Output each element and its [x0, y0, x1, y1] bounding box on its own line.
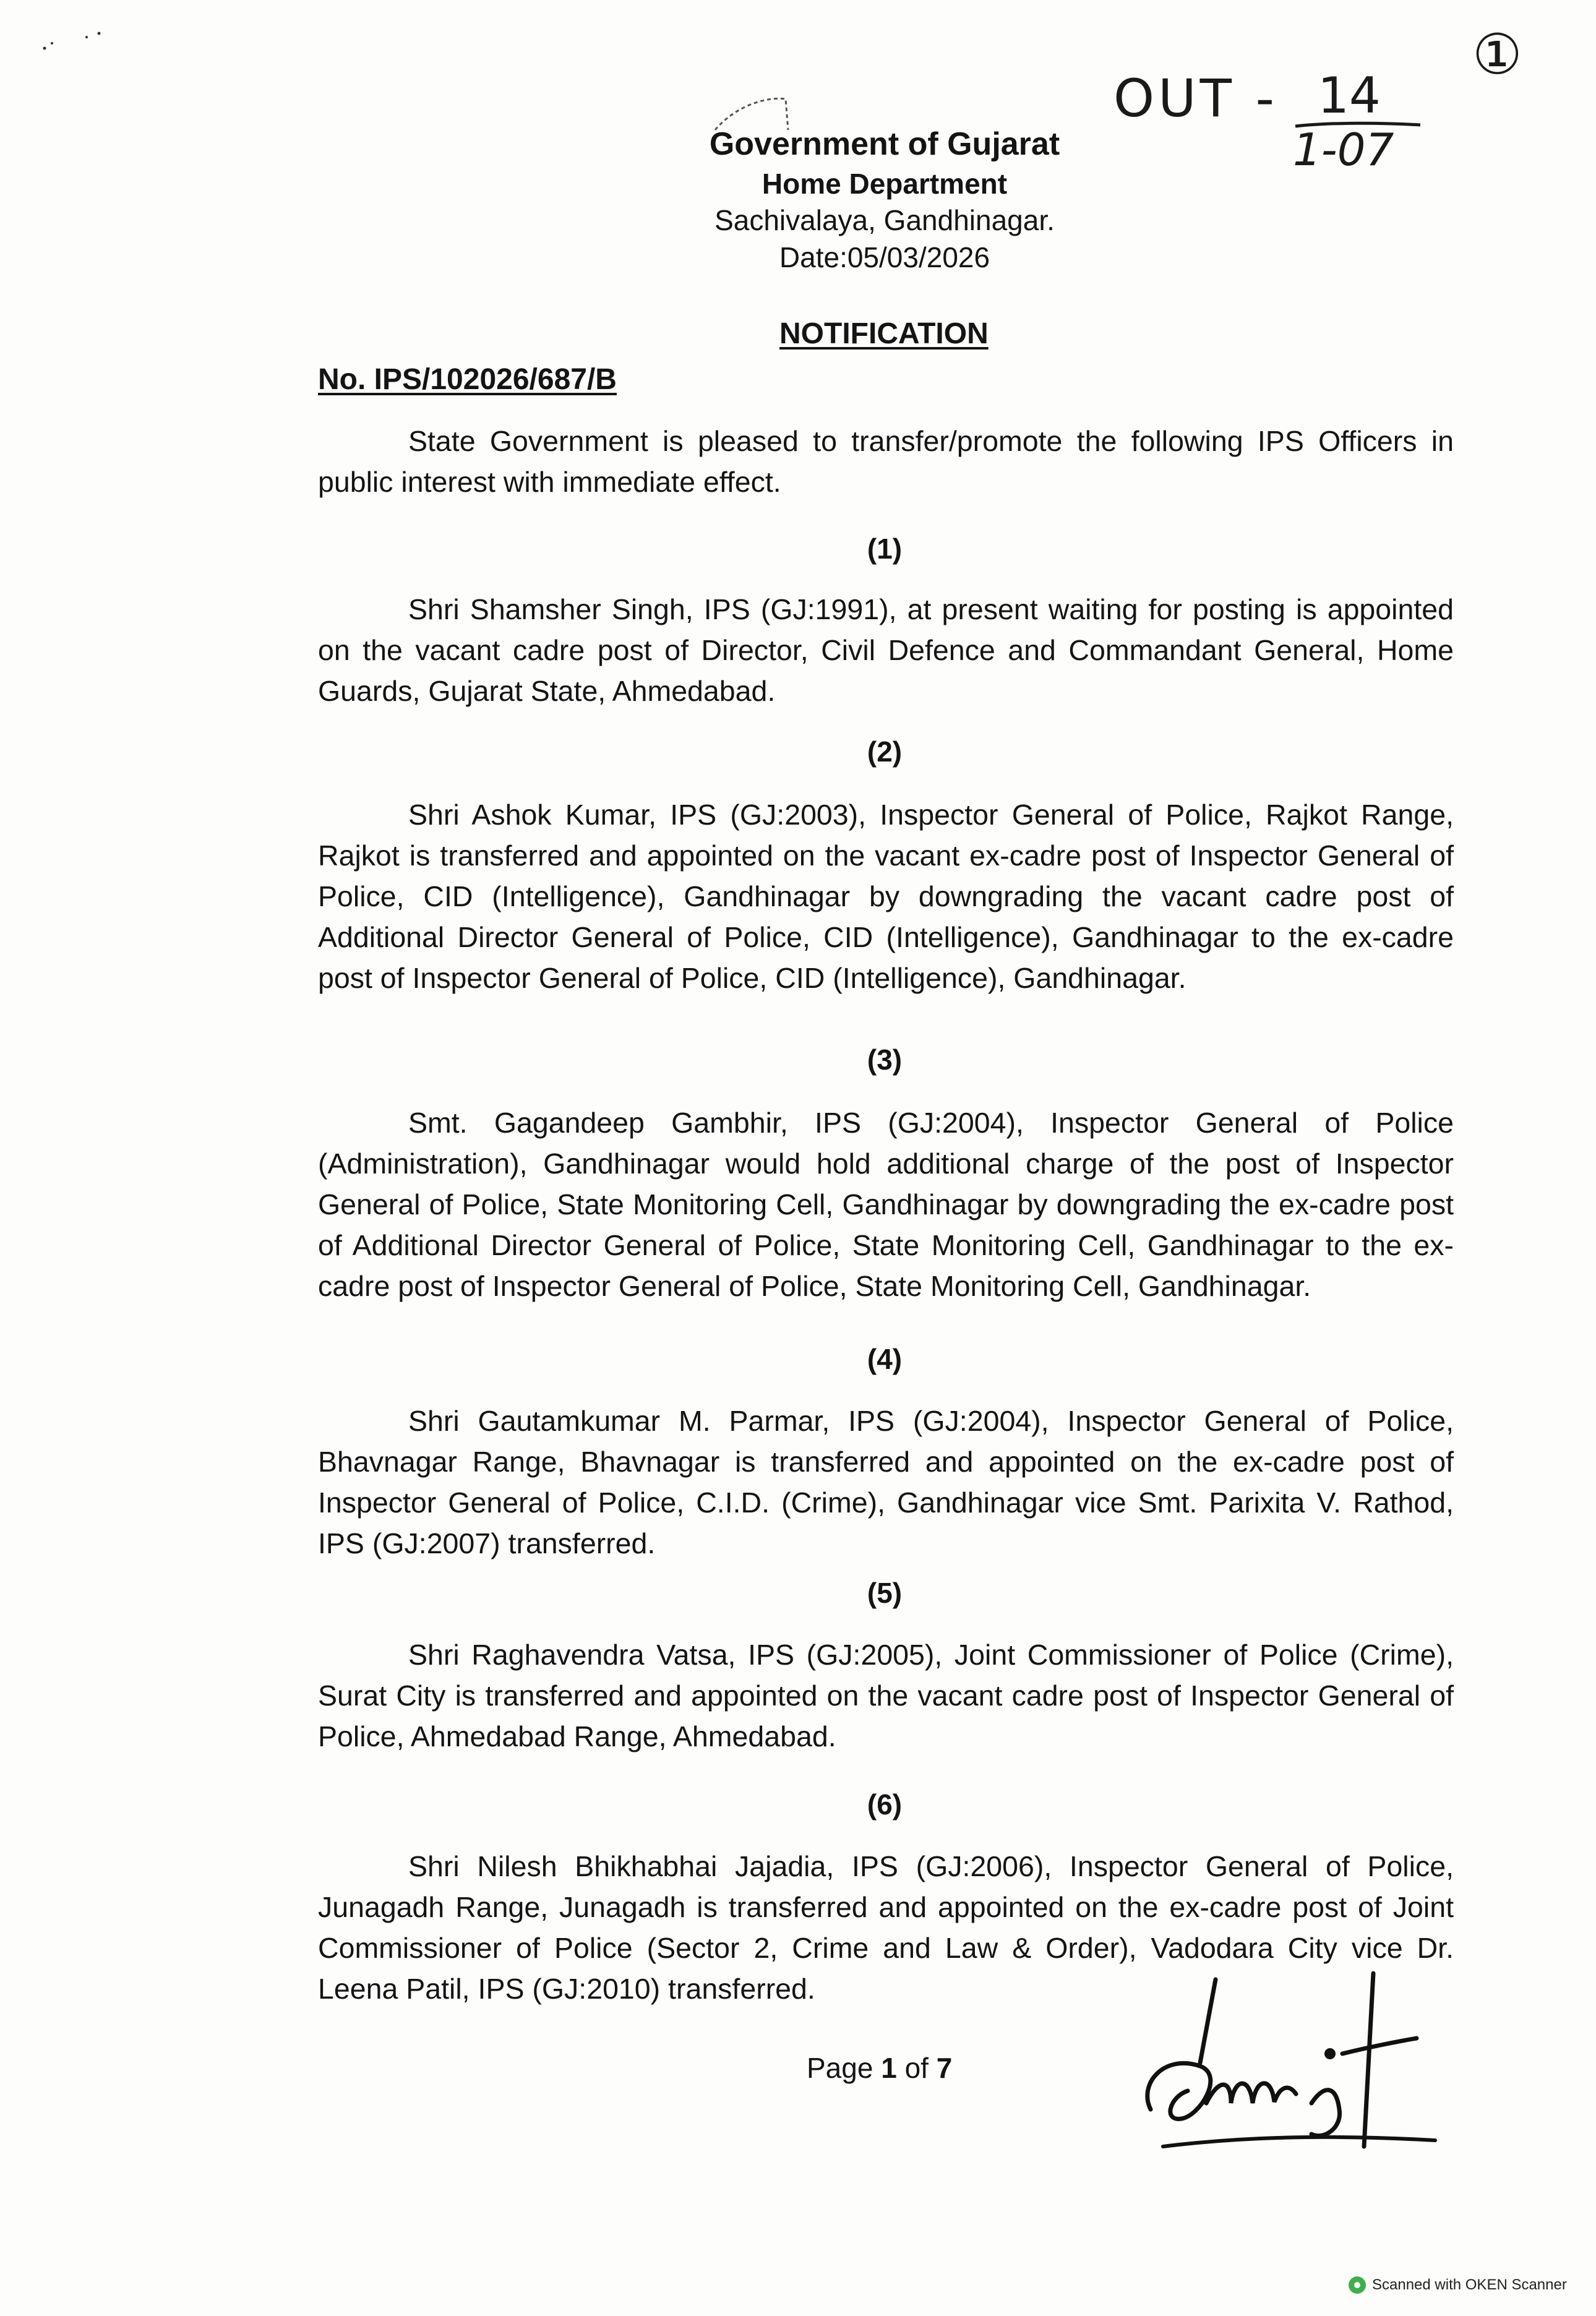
page-current: 1 — [881, 2052, 897, 2084]
reference-number: No. IPS/102026/687/B — [318, 363, 617, 396]
address-line: Sachivalaya, Gandhinagar. — [714, 204, 1055, 237]
paragraph-number: (6) — [867, 1788, 903, 1821]
document-header — [557, 124, 1212, 277]
paragraph-text: Smt. Gagandeep Gambhir, IPS (GJ:2004), Inspector General of Police (Administration), Gandhinagar would hold additional charge of the post of Inspector General of Police, State Monitoring Cell, Gandhinagar by downgrading the ex-cadre post of Additional Director General of Police, State Monitoring Cell, Gandhinagar to the ex-cadre post of Inspector General of Police, State Monitoring Cell, Gandhinagar. — [318, 1107, 1454, 1302]
page-total: 7 — [936, 2052, 953, 2084]
paragraph-text: Shri Shamsher Singh, IPS (GJ:1991), at present waiting for posting is appointed on the vacant cadre post of Director, Civil Defence and Commandant General, Home Guards, Gujarat State, Ahmedabad. — [318, 593, 1454, 707]
paragraph-text: Shri Raghavendra Vatsa, IPS (GJ:2005), Joint Commissioner of Police (Crime), Surat City is transferred and appointed on the vacant cadre post of Inspector General of Police, Ahmedabad Range, Ahmedabad. — [318, 1639, 1454, 1752]
scanner-watermark-text: Scanned with OKEN Scanner — [1372, 2276, 1567, 2293]
handwritten-circle-mark: ① — [1472, 22, 1522, 87]
government-title: Government of Gujarat — [709, 126, 1060, 162]
department-name: Home Department — [762, 167, 1008, 200]
scanner-watermark — [1349, 2276, 1567, 2294]
paragraph-number: (1) — [867, 533, 903, 565]
page-indicator — [807, 2051, 952, 2085]
document-date: Date:05/03/2026 — [779, 241, 990, 274]
handwritten-out-label: OUT - — [1113, 68, 1278, 129]
paragraph-number: (3) — [867, 1044, 903, 1076]
oken-scanner-icon — [1349, 2276, 1366, 2294]
notification-title: NOTIFICATION — [779, 317, 989, 350]
paragraph-text: Shri Ashok Kumar, IPS (GJ:2003), Inspector General of Police, Rajkot Range, Rajkot is transferred and appointed on the vacant ex-cadre post of Inspector General of Police, CID (Intelligence), Gandhinagar by downgrading the vacant cadre post of Additional Director General of Police, CID (Intelligence), Gandhinagar to the ex-cadre post of Inspector General of Police, CID (Intelligence), Gandhinagar. — [318, 799, 1454, 994]
page-prefix: Page — [807, 2052, 873, 2084]
handwritten-out-number: 14 — [1318, 67, 1381, 124]
handwritten-out-sub: 1-07 — [1293, 124, 1394, 176]
page-of: of — [904, 2052, 929, 2084]
paragraph-number: (5) — [867, 1577, 903, 1609]
paragraph-text: Shri Nilesh Bhikhabhai Jajadia, IPS (GJ:2006), Inspector General of Police, Junagadh Range, Junagadh is transferred and appointed on the ex-cadre post of Joint Commissioner of Police (Sector 2, Crime and Law & Order), Vadodara City vice Dr. Leena Patil, IPS (GJ:2010) transferred. — [318, 1850, 1454, 2005]
paragraph-number: (2) — [867, 736, 903, 768]
signature — [1126, 1961, 1448, 2165]
scan-specks — [37, 25, 161, 56]
paragraph-text: Shri Gautamkumar M. Parmar, IPS (GJ:2004), Inspector General of Police, Bhavnagar Range, Bhavnagar is transferred and appointed on the ex-cadre post of Inspector General of Police, C.I.D. (Crime), Gandhinagar vice Smt. Parixita V. Rathod, IPS (GJ:2007) transferred. — [318, 1405, 1454, 1559]
paragraph-number: (4) — [867, 1343, 903, 1375]
intro-paragraph: State Government is pleased to transfer/promote the following IPS Officers in public interest with immediate effect. — [318, 425, 1454, 498]
